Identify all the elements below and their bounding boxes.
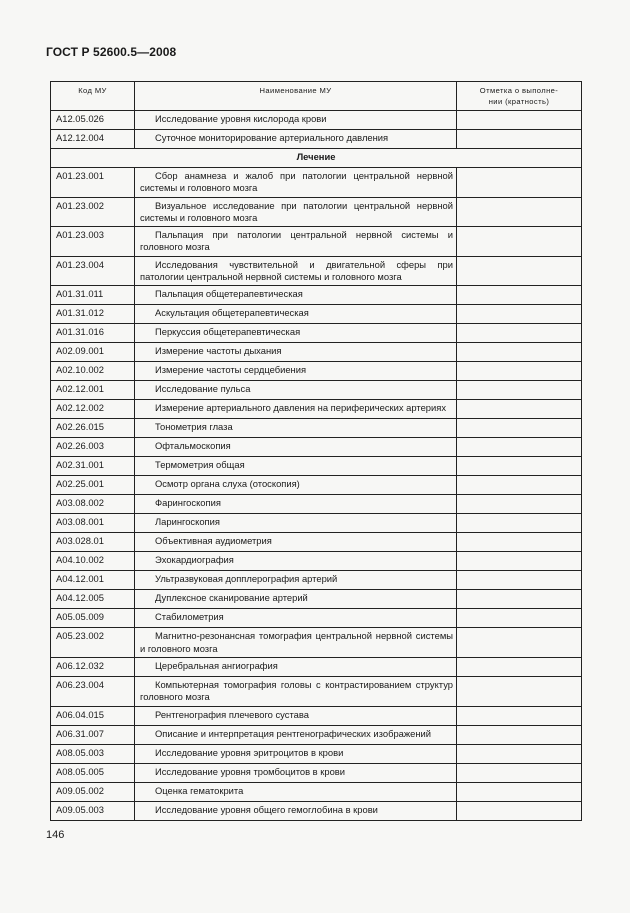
- service-note: [457, 381, 582, 400]
- service-name: Фарингоскопия: [155, 497, 221, 509]
- service-name-cell: [135, 457, 457, 476]
- service-note: [457, 343, 582, 362]
- service-note: [457, 533, 582, 552]
- service-name: Рентгенография плечевого сустава: [155, 708, 309, 720]
- service-code: A01.31.016: [51, 324, 135, 343]
- service-name: Магнитно-резонансная томография центральной нервной системы и головного мозга: [140, 630, 453, 654]
- document-title: ГОСТ Р 52600.5—2008: [46, 45, 177, 59]
- table-row: [51, 305, 582, 324]
- service-name-cell: [135, 438, 457, 457]
- service-note: [457, 552, 582, 571]
- service-code: A09.05.002: [51, 782, 135, 801]
- table-row: [51, 343, 582, 362]
- section-row: [51, 149, 582, 168]
- service-code: A04.12.001: [51, 571, 135, 590]
- service-code: A03.028.01: [51, 533, 135, 552]
- service-code: A03.08.001: [51, 514, 135, 533]
- service-note: [457, 476, 582, 495]
- service-name-cell: [135, 657, 457, 676]
- table-row: [51, 725, 582, 744]
- service-code: A02.31.001: [51, 457, 135, 476]
- service-note: [457, 130, 582, 149]
- service-name: Офтальмоскопия: [155, 440, 231, 452]
- service-name-cell: [135, 571, 457, 590]
- service-note: [457, 744, 582, 763]
- service-name: Измерение частоты дыхания: [155, 345, 282, 357]
- table-row: [51, 495, 582, 514]
- table-row: [51, 476, 582, 495]
- service-note: [457, 495, 582, 514]
- service-code: A02.26.003: [51, 438, 135, 457]
- table-row: [51, 763, 582, 782]
- services-table: [50, 81, 582, 821]
- table-row: [51, 628, 582, 658]
- service-note: [457, 419, 582, 438]
- service-code: A06.04.015: [51, 706, 135, 725]
- service-code: A02.10.002: [51, 362, 135, 381]
- table-row: [51, 801, 582, 820]
- service-name: Эхокардиография: [155, 554, 234, 566]
- service-code: A05.05.009: [51, 609, 135, 628]
- service-code: A06.23.004: [51, 676, 135, 706]
- service-code: A12.12.004: [51, 130, 135, 149]
- service-note: [457, 514, 582, 533]
- table-row: [51, 130, 582, 149]
- table-row: [51, 609, 582, 628]
- service-note: [457, 706, 582, 725]
- service-name-cell: [135, 533, 457, 552]
- table-row: [51, 227, 582, 257]
- service-name-cell: [135, 801, 457, 820]
- service-code: A04.10.002: [51, 552, 135, 571]
- column-header-code: Код МУ: [51, 82, 135, 111]
- service-name-cell: [135, 286, 457, 305]
- service-name-cell: [135, 400, 457, 419]
- service-name-cell: [135, 676, 457, 706]
- service-note: [457, 438, 582, 457]
- table-row: [51, 706, 582, 725]
- service-name: Объективная аудиометрия: [155, 535, 272, 547]
- service-note: [457, 571, 582, 590]
- service-note: [457, 725, 582, 744]
- service-name: Церебральная ангиография: [155, 659, 278, 671]
- service-name-cell: [135, 725, 457, 744]
- service-name: Ларингоскопия: [155, 516, 220, 528]
- service-note: [457, 111, 582, 130]
- service-code: A01.23.001: [51, 168, 135, 198]
- service-name: Осмотр органа слуха (отоскопия): [155, 478, 300, 490]
- service-name: Суточное мониторирование артериального давления: [155, 132, 389, 143]
- table-row: [51, 514, 582, 533]
- service-note: [457, 763, 582, 782]
- service-name-cell: [135, 305, 457, 324]
- service-note: [457, 628, 582, 658]
- column-header-name: Наименование МУ: [135, 82, 457, 111]
- service-name: Сбор анамнеза и жалоб при патологии центральной нервной системы и головного мозга: [140, 170, 453, 194]
- service-name-cell: [135, 197, 457, 227]
- service-code: A05.23.002: [51, 628, 135, 658]
- service-name-cell: [135, 419, 457, 438]
- table-row: [51, 400, 582, 419]
- table-row: [51, 533, 582, 552]
- table-row: [51, 438, 582, 457]
- service-code: A06.12.032: [51, 657, 135, 676]
- table-row: [51, 552, 582, 571]
- table-row: [51, 324, 582, 343]
- service-note: [457, 197, 582, 227]
- service-code: A02.25.001: [51, 476, 135, 495]
- service-note: [457, 227, 582, 257]
- service-code: A08.05.003: [51, 744, 135, 763]
- service-name: Стабилометрия: [155, 611, 224, 623]
- service-name: Дуплексное сканирование артерий: [155, 592, 308, 604]
- service-name: Измерение частоты сердцебиения: [155, 364, 307, 376]
- service-note: [457, 457, 582, 476]
- service-name-cell: [135, 343, 457, 362]
- service-name-cell: [135, 362, 457, 381]
- column-header-note-line1: Отметка о выполне-: [479, 86, 559, 95]
- service-name-cell: [135, 590, 457, 609]
- service-name-cell: [135, 609, 457, 628]
- table-row: [51, 676, 582, 706]
- service-name: Аскультация общетерапевтическая: [155, 307, 309, 319]
- service-name-cell: [135, 324, 457, 343]
- service-name: Компьютерная томография головы с контрастированием структур головного мозга: [140, 678, 453, 703]
- service-note: [457, 362, 582, 381]
- service-code: A02.26.015: [51, 419, 135, 438]
- service-code: A12.05.026: [51, 111, 135, 130]
- column-header-note: [457, 82, 582, 111]
- service-name: Пальпация при патологии центральной нервной системы и головного мозга: [140, 229, 453, 253]
- service-name: Описание и интерпретация рентгенографических изображений: [155, 727, 432, 739]
- table-row: [51, 744, 582, 763]
- service-name: Пальпация общетерапевтическая: [155, 288, 303, 300]
- service-note: [457, 305, 582, 324]
- service-name: Исследование уровня тромбоцитов в крови: [155, 765, 346, 777]
- service-note: [457, 286, 582, 305]
- service-code: A09.05.003: [51, 801, 135, 820]
- service-note: [457, 801, 582, 820]
- service-name-cell: [135, 381, 457, 400]
- service-name: Тонометрия глаза: [155, 421, 233, 433]
- service-code: A04.12.005: [51, 590, 135, 609]
- service-code: A03.08.002: [51, 495, 135, 514]
- service-name: Измерение артериального давления на периферических артериях: [155, 402, 447, 414]
- service-note: [457, 400, 582, 419]
- service-name-cell: [135, 706, 457, 725]
- service-code: A02.12.001: [51, 381, 135, 400]
- service-name: Исследование уровня кислорода крови: [155, 113, 327, 124]
- service-name-cell: [135, 168, 457, 198]
- service-name-cell: [135, 130, 457, 149]
- service-code: A01.31.012: [51, 305, 135, 324]
- service-name-cell: [135, 782, 457, 801]
- table-header-row: [51, 82, 582, 111]
- table-body-main: [51, 168, 582, 821]
- service-name-cell: [135, 111, 457, 130]
- service-note: [457, 782, 582, 801]
- service-name: Термометрия общая: [155, 459, 245, 471]
- table-body-top: [51, 111, 582, 149]
- table-row: [51, 256, 582, 286]
- service-name-cell: [135, 628, 457, 658]
- service-name: Исследование уровня эритроцитов в крови: [155, 746, 344, 758]
- table-row: [51, 381, 582, 400]
- service-name-cell: [135, 763, 457, 782]
- service-name-cell: [135, 495, 457, 514]
- table-row: [51, 419, 582, 438]
- column-header-note-line2: нии (кратность): [488, 97, 550, 106]
- service-name-cell: [135, 256, 457, 286]
- service-note: [457, 609, 582, 628]
- service-code: A02.09.001: [51, 343, 135, 362]
- table-row: [51, 590, 582, 609]
- service-name-cell: [135, 227, 457, 257]
- service-name: Ультразвуковая допплерография артерий: [155, 573, 338, 585]
- table-row: [51, 168, 582, 198]
- service-code: A06.31.007: [51, 725, 135, 744]
- service-name: Визуальное исследование при патологии центральной нервной системы и головного мозга: [140, 199, 453, 223]
- table-row: [51, 286, 582, 305]
- page-number: 146: [46, 829, 65, 841]
- service-name: Оценка гематокрита: [155, 784, 244, 796]
- service-code: A01.23.003: [51, 227, 135, 257]
- service-name: Исследование пульса: [155, 383, 251, 395]
- table-row: [51, 362, 582, 381]
- table-row: [51, 457, 582, 476]
- service-name: Перкуссия общетерапевтическая: [155, 326, 301, 338]
- service-name-cell: [135, 476, 457, 495]
- service-name-cell: [135, 552, 457, 571]
- service-name-cell: [135, 744, 457, 763]
- service-note: [457, 324, 582, 343]
- service-name-cell: [135, 514, 457, 533]
- service-name: Исследование уровня общего гемоглобина в крови: [155, 803, 378, 815]
- service-code: A01.31.011: [51, 286, 135, 305]
- table-row: [51, 782, 582, 801]
- service-code: A08.05.005: [51, 763, 135, 782]
- section-title: Лечение: [51, 149, 582, 168]
- table-row: [51, 657, 582, 676]
- service-note: [457, 657, 582, 676]
- table-section: [51, 149, 582, 168]
- table-row: [51, 111, 582, 130]
- service-note: [457, 590, 582, 609]
- service-note: [457, 676, 582, 706]
- service-note: [457, 168, 582, 198]
- service-code: A01.23.004: [51, 256, 135, 286]
- table-row: [51, 571, 582, 590]
- table-row: [51, 197, 582, 227]
- service-note: [457, 256, 582, 286]
- service-code: A02.12.002: [51, 400, 135, 419]
- service-name: Исследования чувствительной и двигательной сферы при патологии центральной нервной системы и головного мозга: [140, 258, 453, 283]
- service-code: A01.23.002: [51, 197, 135, 227]
